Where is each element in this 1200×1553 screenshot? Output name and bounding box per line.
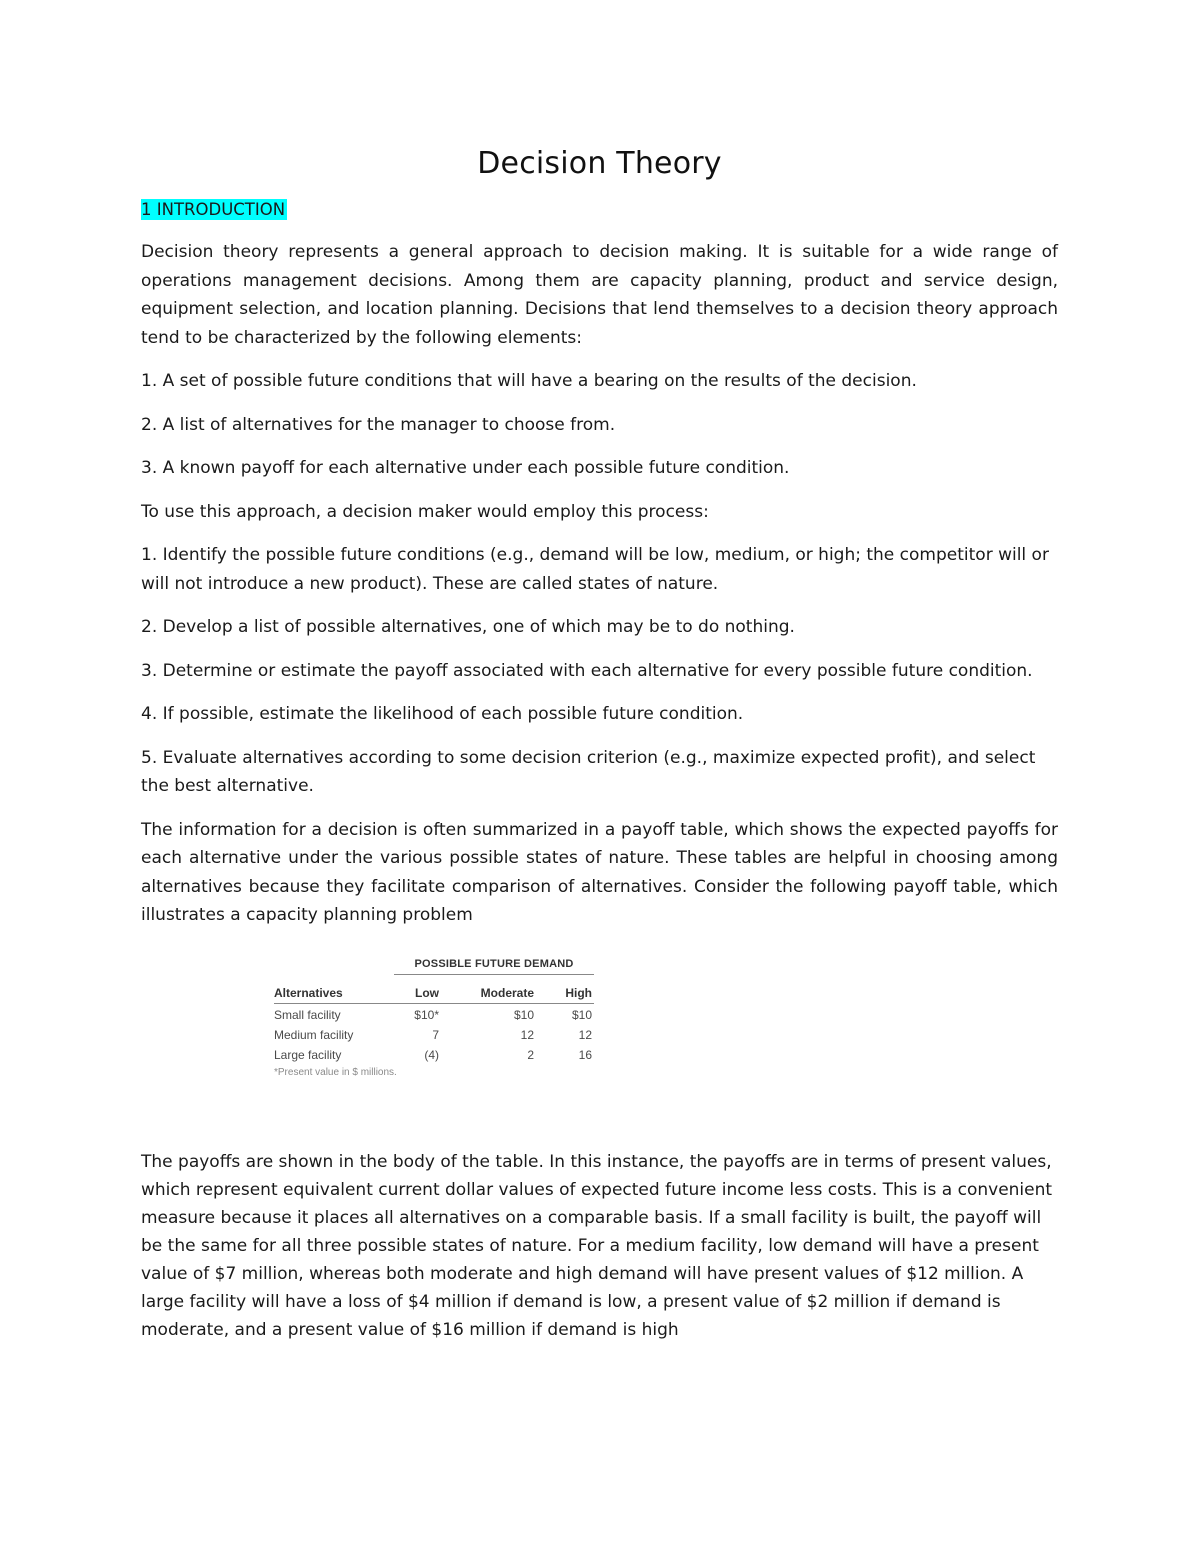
payoff-table-cell: $10* xyxy=(414,1008,439,1022)
payoff-table-row xyxy=(274,1045,594,1065)
section-heading xyxy=(141,198,1058,222)
payoff-table-cell: Large facility xyxy=(274,1048,342,1062)
payoff-table-cell: 12 xyxy=(578,1028,592,1042)
payoff-intro-paragraph: The information for a decision is often summarized in a payoff table, which shows the expected payoffs for each alternative under the various possible states of nature. These tables are helpful in choosing among alternatives because they facilitate comparison of alternatives. Consider the following payoff table, which illustrates a capacity planning problem xyxy=(141,819,1058,925)
payoff-explain-paragraph: The payoffs are shown in the body of the table. In this instance, the payoffs are in terms of present values, which represent equivalent current dollar values of expected future income less costs. This is a convenient measure because it places all alternatives on a comparable basis. If a small facility is built, the payoff will be the same for all three possible states of nature. For a medium facility, low demand will have a present value of $7 million, whereas both moderate and high demand will have present values of $12 million. A large facility will have a loss of $4 million if demand is low, a present value of $2 million if demand is moderate, and a present value of $16 million if demand is high xyxy=(141,1152,1053,1340)
payoff-table-cell: $10 xyxy=(513,1008,534,1022)
payoff-table-footnote: *Present value in $ millions. xyxy=(274,1067,397,1078)
process-intro-paragraph: To use this approach, a decision maker would employ this process: xyxy=(141,501,709,522)
process-step-2: 2. Develop a list of possible alternatives, one of which may be to do nothing. xyxy=(141,617,795,637)
payoff-table-header-cell: Moderate xyxy=(480,986,534,1000)
process-step-3: 3. Determine or estimate the payoff associated with each alternative for every possible future condition. xyxy=(141,660,1033,681)
payoff-table-cell: 16 xyxy=(578,1048,592,1062)
payoff-table-row xyxy=(274,1025,594,1045)
payoff-table-cell: $10 xyxy=(571,1008,592,1022)
payoff-table-cell: Medium facility xyxy=(274,1028,354,1042)
payoff-table xyxy=(274,956,594,1078)
section-heading-text: 1 INTRODUCTION xyxy=(141,200,286,219)
element-item-3: 3. A known payoff for each alternative under each possible future condition. xyxy=(141,458,790,478)
payoff-table-cell: 12 xyxy=(520,1028,534,1042)
payoff-table-header-cell: Alternatives xyxy=(274,986,343,1000)
process-step-4: 4. If possible, estimate the likelihood of each possible future condition. xyxy=(141,704,744,724)
intro-paragraph: Decision theory represents a general approach to decision making. It is suitable for a wide range of operations management decisions. Among them are capacity planning, product and service design, equipment selection, and location planning. Decisions that lend themselves to a decision theory approach tend to be characterized by the following elements: xyxy=(141,242,1058,348)
payoff-table-header-row xyxy=(274,975,594,1004)
process-step-1: 1. Identify the possible future conditions (e.g., demand will be low, medium, or high; the competitor will or will not introduce a new product). These are called states of nature. xyxy=(141,545,1049,594)
payoff-table-row xyxy=(274,1004,594,1025)
process-step-5: 5. Evaluate alternatives according to some decision criterion (e.g., maximize expected profit), and select the best alternative. xyxy=(141,747,1036,796)
payoff-table-cell: (4) xyxy=(424,1048,439,1062)
payoff-table-group-label: POSSIBLE FUTURE DEMAND xyxy=(414,958,574,970)
document-body-continued xyxy=(141,1148,1058,1359)
element-item-2: 2. A list of alternatives for the manager to choose from. xyxy=(141,414,616,435)
payoff-table-group-header xyxy=(394,956,594,975)
element-item-1: 1. A set of possible future conditions that will have a bearing on the results of the decision. xyxy=(141,371,917,391)
payoff-table-cell: 2 xyxy=(527,1048,534,1062)
document-body xyxy=(141,140,1058,945)
payoff-table-cell: 7 xyxy=(432,1028,439,1042)
payoff-table-header-cell: Low xyxy=(415,986,439,1000)
payoff-table-header-cell: High xyxy=(565,986,592,1000)
payoff-table-cell: Small facility xyxy=(274,1008,341,1022)
document-title: Decision Theory xyxy=(477,146,722,181)
